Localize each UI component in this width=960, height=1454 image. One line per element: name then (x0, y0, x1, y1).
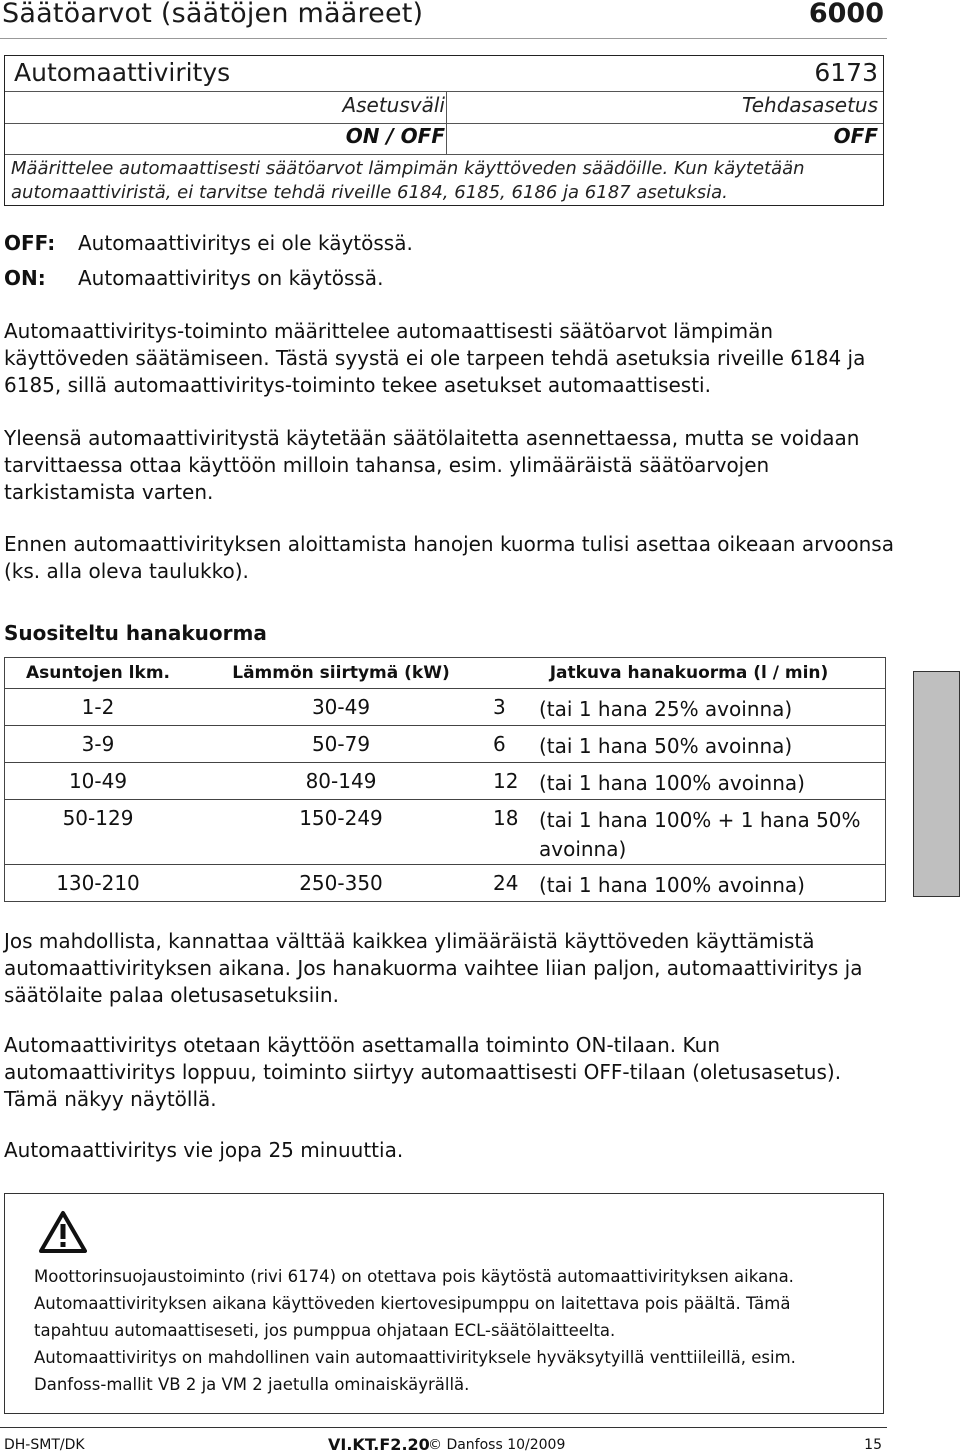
cell-heat: 30-49 (191, 689, 491, 726)
table-row (5, 800, 886, 865)
option-on-text: Automaattiviritys on käytössä. (78, 266, 384, 290)
warning-box (4, 1193, 884, 1414)
warning-line: Moottorinsuojaustoiminto (rivi 6174) on otettava pois käytöstä automaattivirityksen aikana. (34, 1267, 794, 1286)
cell-flow: 18 (491, 800, 539, 865)
section-number: 6000 (808, 0, 884, 29)
cell-heat: 150-249 (191, 800, 491, 865)
paragraph: Automaattiviritys otetaan käyttöön asettamalla toiminto ON-tilaan. Kun automaattiviritys loppuu, toiminto siirtyy automaattisesti OFF-tilaan (oletusasetus). Tämä näkyy näytöllä. (4, 1033, 842, 1111)
option-off-key: OFF: (4, 231, 56, 255)
cell-flow: 24 (491, 865, 539, 902)
cell-apartments: 130-210 (5, 865, 192, 902)
table-row (5, 763, 886, 800)
warning-triangle-icon (39, 1210, 87, 1254)
table-row (5, 689, 886, 726)
option-on-key: ON: (4, 266, 46, 290)
page-number: 15 (864, 1437, 882, 1453)
cell-heat: 50-79 (191, 726, 491, 763)
cell-flow: 6 (491, 726, 539, 763)
table-row (5, 726, 886, 763)
cell-note: (tai 1 hana 100% avoinna) (539, 865, 886, 902)
column-header: Asuntojen lkm. (5, 658, 192, 689)
parameter-box (4, 55, 884, 206)
warning-line: Automaattivirityksen aikana käyttöveden kiertovesipumppu on laitettava pois päältä. Tämä tapahtuu automaattiseseti, jos pumppua ohjataan ECL-säätölaitteelta. (34, 1294, 791, 1340)
cell-flow: 12 (491, 763, 539, 800)
parameter-id: 6173 (814, 58, 878, 87)
footer-code: VI.KT.F2.20 (328, 1435, 430, 1454)
parameter-title: Automaattiviritys (14, 58, 231, 87)
cell-heat: 80-149 (191, 763, 491, 800)
cell-apartments: 50-129 (5, 800, 192, 865)
cell-apartments: 1-2 (5, 689, 192, 726)
cell-note: (tai 1 hana 100% + 1 hana 50% avoinna) (539, 800, 886, 865)
option-off-text: Automaattiviritys ei ole käytössä. (78, 231, 413, 255)
footer-copyright: © Danfoss 10/2009 (428, 1437, 566, 1453)
header-divider (0, 38, 887, 39)
range-label: Asetusväli (342, 93, 445, 117)
table-title: Suositeltu hanakuorma (4, 621, 267, 645)
cell-note: (tai 1 hana 100% avoinna) (539, 763, 886, 800)
chapter-side-tab (913, 671, 960, 897)
parameter-divider (5, 91, 883, 92)
table-header-row (5, 658, 886, 689)
cell-note: (tai 1 hana 50% avoinna) (539, 726, 886, 763)
warning-line: Automaattiviritys on mahdollinen vain automaattivirityksele hyväksytyillä venttiileillä, esim. Danfoss-mallit VB 2 ja VM 2 jaetulla ominaiskäyrällä. (34, 1348, 796, 1394)
paragraph: Yleensä automaattiviritystä käytetään säätölaitetta asennettaessa, mutta se voidaan tarvittaessa ottaa käyttöön milloin tahansa, esim. ylimääräistä säätöarvojen tarkistamista varten. (4, 426, 860, 504)
recommended-load-table (4, 657, 886, 902)
parameter-divider (5, 154, 883, 155)
column-header: Lämmön siirtymä (kW) (191, 658, 491, 689)
parameter-description: Määrittelee automaattisesti säätöarvot lämpimän käyttöveden säädöille. Kun käytetään automaattiviristä, ei tarvitse tehdä riveille 6184, 6185, 6186 ja 6187 asetuksia. (11, 158, 805, 203)
footer-divider (0, 1427, 887, 1428)
section-title: Säätöarvot (säätöjen määreet) (2, 0, 424, 29)
cell-heat: 250-350 (191, 865, 491, 902)
paragraph: Ennen automaattivirityksen aloittamista hanojen kuorma tulisi asettaa oikeaan arvoonsa (ks. alla oleva taulukko). (4, 532, 894, 583)
cell-apartments: 3-9 (5, 726, 192, 763)
warning-text (34, 1263, 854, 1398)
cell-note: (tai 1 hana 25% avoinna) (539, 689, 886, 726)
cell-flow: 3 (491, 689, 539, 726)
footer-doc-id: DH-SMT/DK (4, 1437, 85, 1453)
column-header: Jatkuva hanakuorma (l / min) (491, 658, 886, 689)
paragraph: Automaattiviritys-toiminto määrittelee automaattisesti säätöarvot lämpimän käyttöveden säätämiseen. Tästä syystä ei ole tarpeen tehdä asetuksia riveille 6184 ja 6185, sillä automaattiviritys-toiminto tekee asetukset automaattisesti. (4, 319, 866, 397)
range-value: ON / OFF (345, 124, 445, 148)
table-row (5, 865, 886, 902)
factory-value: OFF (833, 124, 878, 148)
factory-label: Tehdasasetus (741, 93, 878, 117)
paragraph: Automaattiviritys vie jopa 25 minuuttia. (4, 1138, 404, 1162)
cell-apartments: 10-49 (5, 763, 192, 800)
paragraph: Jos mahdollista, kannattaa välttää kaikkea ylimääräistä käyttöveden käyttämistä automaattivirityksen aikana. Jos hanakuorma vaihtee liian paljon, automaattiviritys ja säätölaite palaa oletusasetuksiin. (4, 929, 863, 1007)
